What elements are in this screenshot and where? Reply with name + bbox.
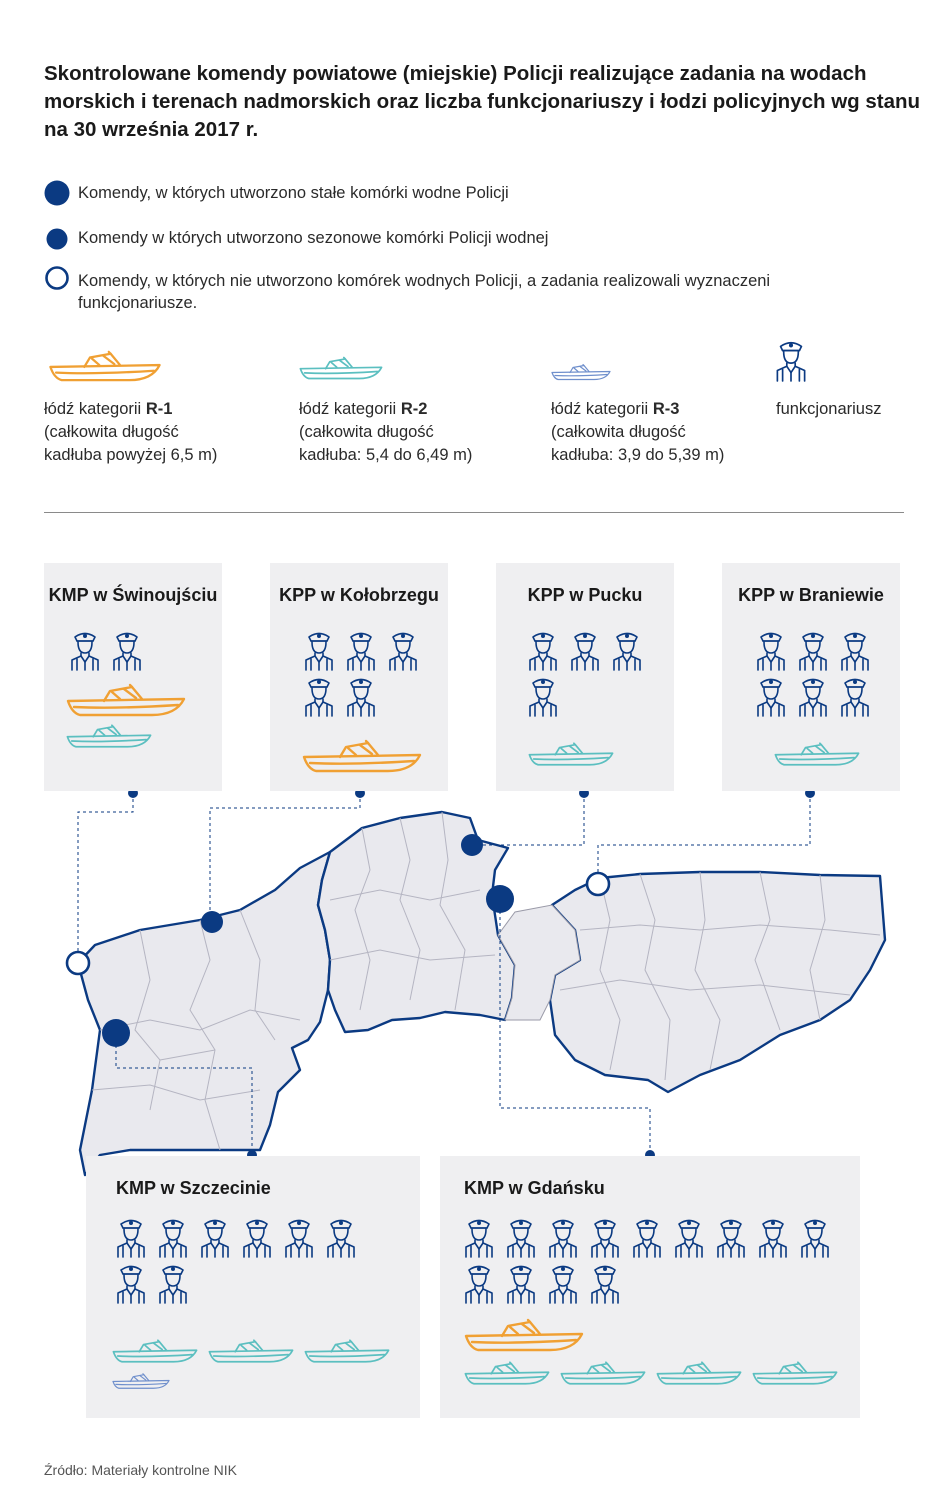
boats: [464, 1318, 856, 1394]
boats: [774, 741, 894, 773]
officer-icon: [110, 629, 152, 675]
officer-icon: [546, 1216, 588, 1262]
officer-icon: [324, 1216, 366, 1262]
officer-icon: [838, 675, 880, 721]
card-gdansk: [440, 1156, 860, 1418]
boat-item: [560, 1360, 646, 1386]
boat-r1-icon: [44, 350, 166, 382]
boat-r3-icon: [112, 1372, 170, 1390]
divider: [44, 512, 904, 513]
card-title: KPP w Kołobrzegu: [279, 585, 439, 605]
boat-r3-icon: [551, 362, 611, 382]
legend-stale: Komendy, w których utworzono stałe komórki wodne Policji: [78, 184, 509, 202]
card-kolobrzeg: [270, 563, 448, 791]
boats: [112, 1338, 412, 1398]
officer-legend-icon: [773, 338, 809, 382]
marker-braniewo: [587, 873, 609, 895]
region-zachodniopomorskie: [78, 852, 330, 1175]
legend-r3: łódź kategorii R-3 (całkowita długość kadłuba: 3,9 do 5,39 m): [551, 400, 725, 464]
boat-r2-icon: [528, 741, 614, 767]
boat-item: [464, 1360, 550, 1386]
boat-r2-icon: [774, 741, 860, 767]
officer-icon: [114, 1216, 156, 1262]
officer-icon: [282, 1216, 324, 1262]
officers: [462, 1216, 842, 1308]
boat-r1-icon: [464, 1318, 584, 1352]
officer-icon: [838, 629, 880, 675]
sezonowe-dot-icon: [44, 226, 70, 252]
officer-icon: [526, 629, 568, 675]
marker-kolobrzeg: [201, 911, 223, 933]
boat-item: [304, 1338, 390, 1364]
boat-r2-icon: [656, 1360, 742, 1386]
officer-icon: [504, 1216, 546, 1262]
officers: [114, 1216, 384, 1308]
officers: [526, 629, 656, 721]
boat-r1-icon: [66, 683, 186, 717]
legend-sezonowe: Komendy w których utworzono sezonowe komórki Policji wodnej: [78, 229, 549, 247]
officers: [68, 629, 218, 675]
officer-icon: [796, 675, 838, 721]
card-swinoujscie: [44, 563, 222, 791]
officer-icon: [588, 1262, 630, 1308]
chart-title: Skontrolowane komendy powiatowe (miejskie) Policji realizujące zadania na wodach morskich i terenach nadmorskich oraz liczba funkcjonariuszy i łodzi policyjnych wg stanu na 30 września 2017 r.: [44, 62, 921, 141]
officer-icon: [526, 675, 568, 721]
boat-item: [528, 741, 668, 767]
boat-item: [774, 741, 894, 767]
officer-icon: [610, 629, 652, 675]
boat-r2-icon: [208, 1338, 294, 1364]
boat-item: [112, 1338, 198, 1364]
officer-icon: [198, 1216, 240, 1262]
card-puck: [496, 563, 674, 791]
officer-icon: [754, 675, 796, 721]
officer-icon: [754, 629, 796, 675]
brak-dot-icon: [44, 265, 70, 291]
legend-officer: funkcjonariusz: [776, 400, 882, 418]
legend-brak: Komendy, w których nie utworzono komórek wodnych Policji, a zadania realizowali wyznaczeni funkcjonariusze.: [78, 272, 771, 312]
boat-r1-icon: [302, 739, 422, 773]
boats: [528, 741, 668, 773]
boats: [66, 683, 216, 755]
officer-icon: [462, 1216, 504, 1262]
marker-gdansk: [486, 885, 514, 913]
officer-icon: [386, 629, 428, 675]
marker-szczecin: [102, 1019, 130, 1047]
officer-icon: [568, 629, 610, 675]
card-title: KPP w Braniewie: [738, 585, 884, 605]
marker-puck: [461, 834, 483, 856]
officer-icon: [798, 1216, 840, 1262]
officer-icon: [240, 1216, 282, 1262]
boat-item: [302, 739, 442, 773]
boats: [302, 739, 442, 779]
card-title: KMP w Gdańsku: [464, 1178, 605, 1198]
boat-r2-icon: [112, 1338, 198, 1364]
marker-swinoujscie: [67, 952, 89, 974]
boat-r2-icon: [66, 723, 152, 749]
officer-icon: [156, 1216, 198, 1262]
boat-r2-icon: [752, 1360, 838, 1386]
officer-icon: [156, 1262, 198, 1308]
boat-r2-icon: [464, 1360, 550, 1386]
officer-icon: [504, 1262, 546, 1308]
officers: [754, 629, 884, 721]
officer-icon: [302, 629, 344, 675]
officer-icon: [68, 629, 110, 675]
officer-icon: [546, 1262, 588, 1308]
boat-item: [656, 1360, 742, 1386]
officer-icon: [302, 675, 344, 721]
source: Źródło: Materiały kontrolne NIK: [44, 1462, 237, 1478]
officer-icon: [756, 1216, 798, 1262]
officer-icon: [588, 1216, 630, 1262]
stale-dot-icon: [44, 180, 70, 206]
officer-icon: [114, 1262, 156, 1308]
officer-icon: [462, 1262, 504, 1308]
boat-r2-icon: [304, 1338, 390, 1364]
boat-item: [66, 723, 216, 749]
card-title: KMP w Świnoujściu: [48, 585, 218, 605]
card-title: KMP w Szczecinie: [116, 1178, 271, 1198]
officers: [302, 629, 432, 721]
officer-icon: [630, 1216, 672, 1262]
card-braniewo: [722, 563, 900, 791]
boat-item: [66, 683, 216, 717]
boat-item: [208, 1338, 294, 1364]
officer-icon: [714, 1216, 756, 1262]
legend-r1: łódź kategorii R-1 (całkowita długość kadłuba powyżej 6,5 m): [44, 400, 218, 464]
boat-r2-icon: [560, 1360, 646, 1386]
officer-icon: [344, 675, 386, 721]
legend-r2: łódź kategorii R-2 (całkowita długość kadłuba: 5,4 do 6,49 m): [299, 400, 473, 464]
card-szczecin: [86, 1156, 420, 1418]
officer-icon: [796, 629, 838, 675]
region-warminsko-mazurskie: [550, 872, 885, 1092]
officer-icon: [672, 1216, 714, 1262]
officer-icon: [344, 629, 386, 675]
boat-item: [464, 1318, 846, 1352]
boat-item: [112, 1372, 170, 1390]
boat-item: [752, 1360, 838, 1386]
boat-r2-icon: [299, 355, 383, 381]
card-title: KPP w Pucku: [527, 585, 643, 605]
